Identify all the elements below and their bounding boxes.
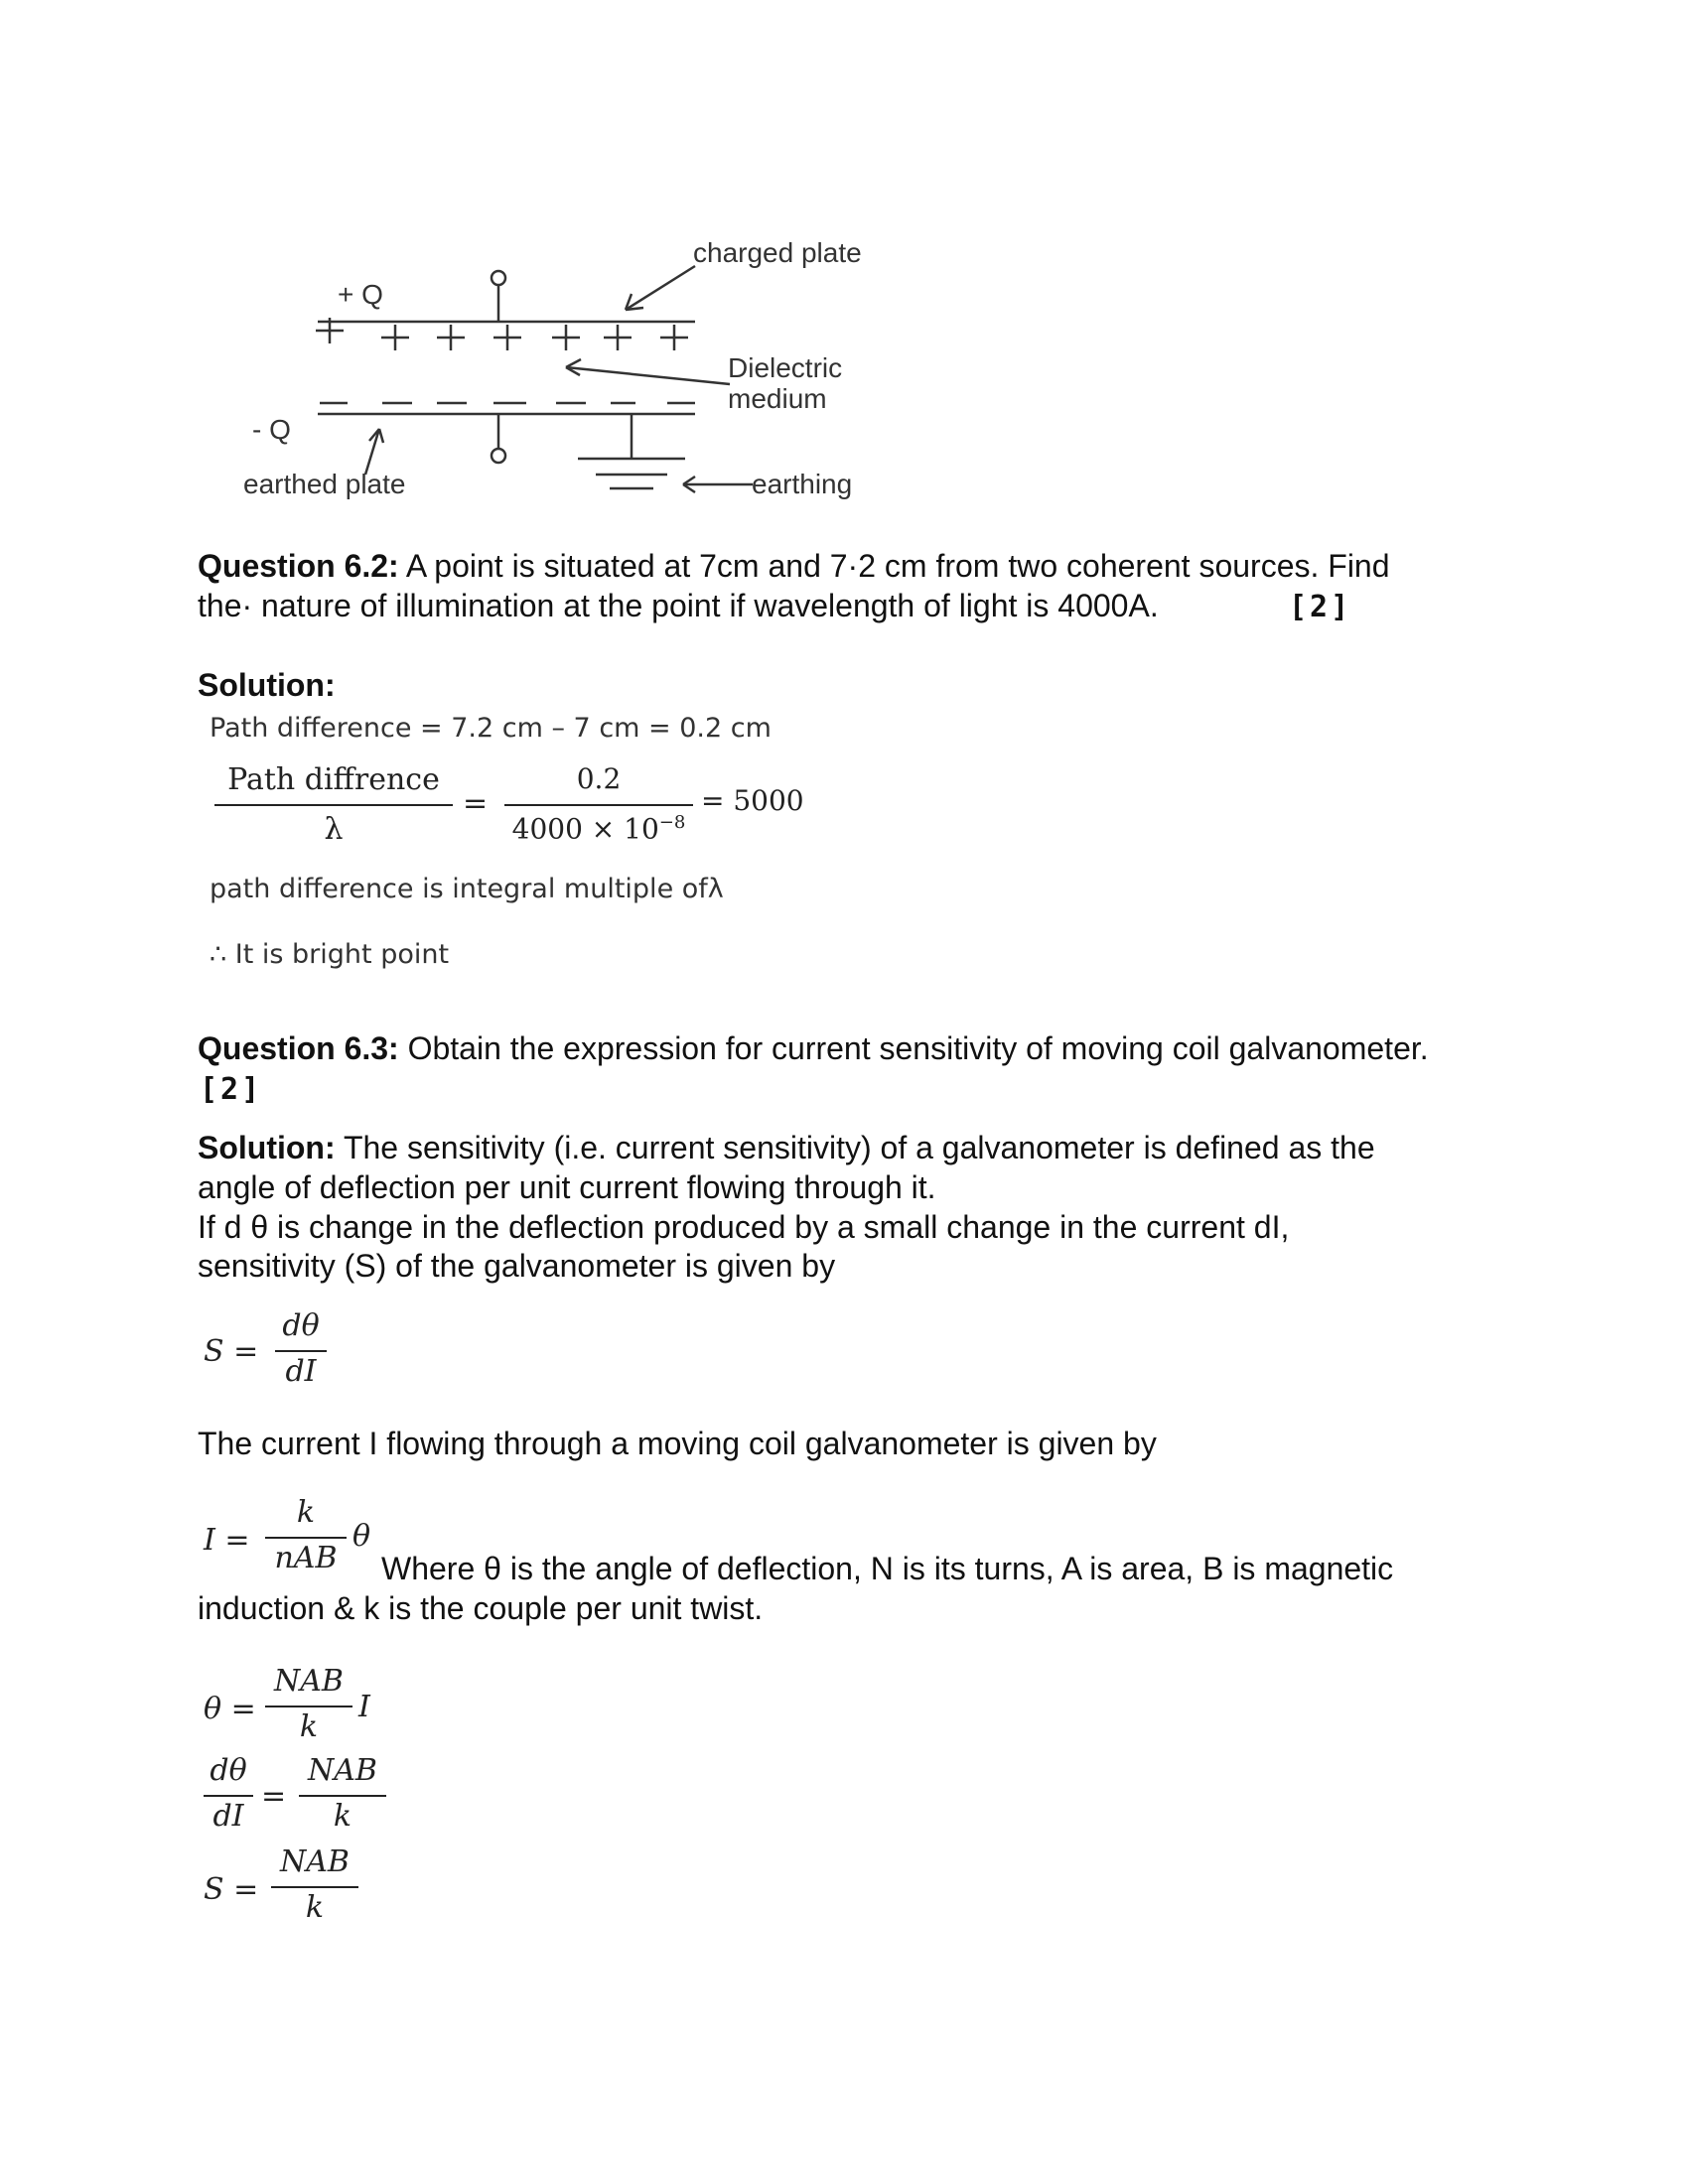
eq-derivative [204, 1747, 422, 1843]
q63-where-line2: induction & k is the couple per unit twist. [198, 1590, 764, 1626]
equation-result: = 5000 [701, 784, 804, 817]
q62-line2 [198, 586, 1159, 625]
eq5-den: k [305, 1890, 325, 1925]
eq3-lhs: θ = [204, 1692, 256, 1726]
eq5-lhs: S = [204, 1872, 259, 1907]
q63-sol-text-1: The sensitivity (i.e. current sensitivity) of a galvanometer is defined as the [335, 1130, 1375, 1165]
q62-equation [209, 754, 824, 864]
q62-text-2: the· nature of illumination at the point if wavelength of light is 4000A. [198, 588, 1159, 623]
eq-theta [204, 1658, 402, 1753]
eq3-tail: I [358, 1690, 370, 1724]
eq5-num: NAB [280, 1844, 350, 1879]
eq4-den-left: dI [212, 1799, 244, 1834]
q62-marks: [2] [1289, 590, 1352, 624]
frac1-num: Path diffrence [227, 762, 440, 797]
q63-marks: [2] [200, 1072, 263, 1107]
q63-solution-line3: If d θ is change in the deflection produced by a small change in the current dI, [198, 1209, 1290, 1245]
charged-plate-label: charged plate [693, 237, 862, 268]
top-terminal [492, 271, 505, 285]
eq2-tail: θ [352, 1519, 371, 1554]
q63-solution-line2: angle of deflection per unit current flowing through it. [198, 1169, 936, 1205]
capacitor-diagram [0, 0, 1688, 536]
q62-text-1: A point is situated at 7cm and 7·2 cm from two coherent sources. Find [398, 548, 1390, 584]
eq-current [204, 1489, 402, 1588]
earthing-symbol [578, 414, 685, 488]
eq4-num: NAB [308, 1753, 377, 1788]
equals-sign: = [463, 786, 489, 821]
eq2-den: nAB [274, 1541, 338, 1575]
plus-q-label: + Q [338, 279, 383, 310]
eq4-num-left: dθ [210, 1753, 247, 1788]
earthed-plate-label: earthed plate [243, 469, 406, 499]
q62-label: Question 6.2: [198, 548, 399, 584]
dielectric-label: Dielectric [728, 352, 843, 383]
q62-line1 [198, 546, 1390, 586]
frac1-den: λ [324, 812, 344, 847]
minus-q-label: - Q [252, 414, 291, 445]
q63-current-text: The current I flowing through a moving coil galvanometer is given by [198, 1426, 1157, 1461]
eq2-num: k [296, 1495, 316, 1530]
q62-integral-multiple: path difference is integral multiple ofλ [210, 874, 724, 904]
charged-plate-arrow [626, 266, 695, 310]
eq4-equals: = [261, 1779, 287, 1814]
eq2-lhs: I = [204, 1523, 250, 1558]
earthing-label: earthing [752, 469, 853, 499]
frac2-den-exp: −8 [658, 812, 686, 833]
eq1-den: dI [285, 1354, 317, 1389]
frac2-num: 0.2 [576, 762, 622, 795]
bottom-terminal [492, 449, 505, 463]
q62-path-difference: Path difference = 7.2 cm – 7 cm = 0.2 cm [210, 713, 772, 744]
eq3-num: NAB [274, 1664, 344, 1699]
eq-sensitivity-definition [204, 1300, 362, 1400]
earthing-arrow [683, 477, 753, 492]
eq1-num: dθ [282, 1308, 320, 1343]
q63-line1 [198, 1028, 1429, 1068]
dielectric-arrow [566, 359, 730, 384]
q63-text-1: Obtain the expression for current sensitivity of moving coil galvanometer. [398, 1030, 1429, 1066]
eq1-lhs: S = [204, 1334, 259, 1369]
q62-bright-point: ∴ It is bright point [210, 939, 450, 970]
q62-solution-label: Solution: [198, 667, 336, 703]
eq4-den: k [333, 1799, 352, 1834]
q63-label: Question 6.3: [198, 1030, 399, 1066]
eq3-den: k [299, 1709, 319, 1744]
frac2-den-base: 4000 × 10 [511, 812, 659, 846]
q63-solution-line4: sensitivity (S) of the galvanometer is given by [198, 1248, 836, 1284]
medium-label: medium [728, 383, 827, 414]
eq-sensitivity-result [204, 1839, 402, 1934]
q63-where-line1: Where θ is the angle of deflection, N is its turns, A is area, B is magnetic [381, 1551, 1394, 1586]
frac2-den [504, 812, 693, 845]
q63-solution-label: Solution: [198, 1130, 336, 1165]
q63-solution-line1 [198, 1128, 1375, 1167]
